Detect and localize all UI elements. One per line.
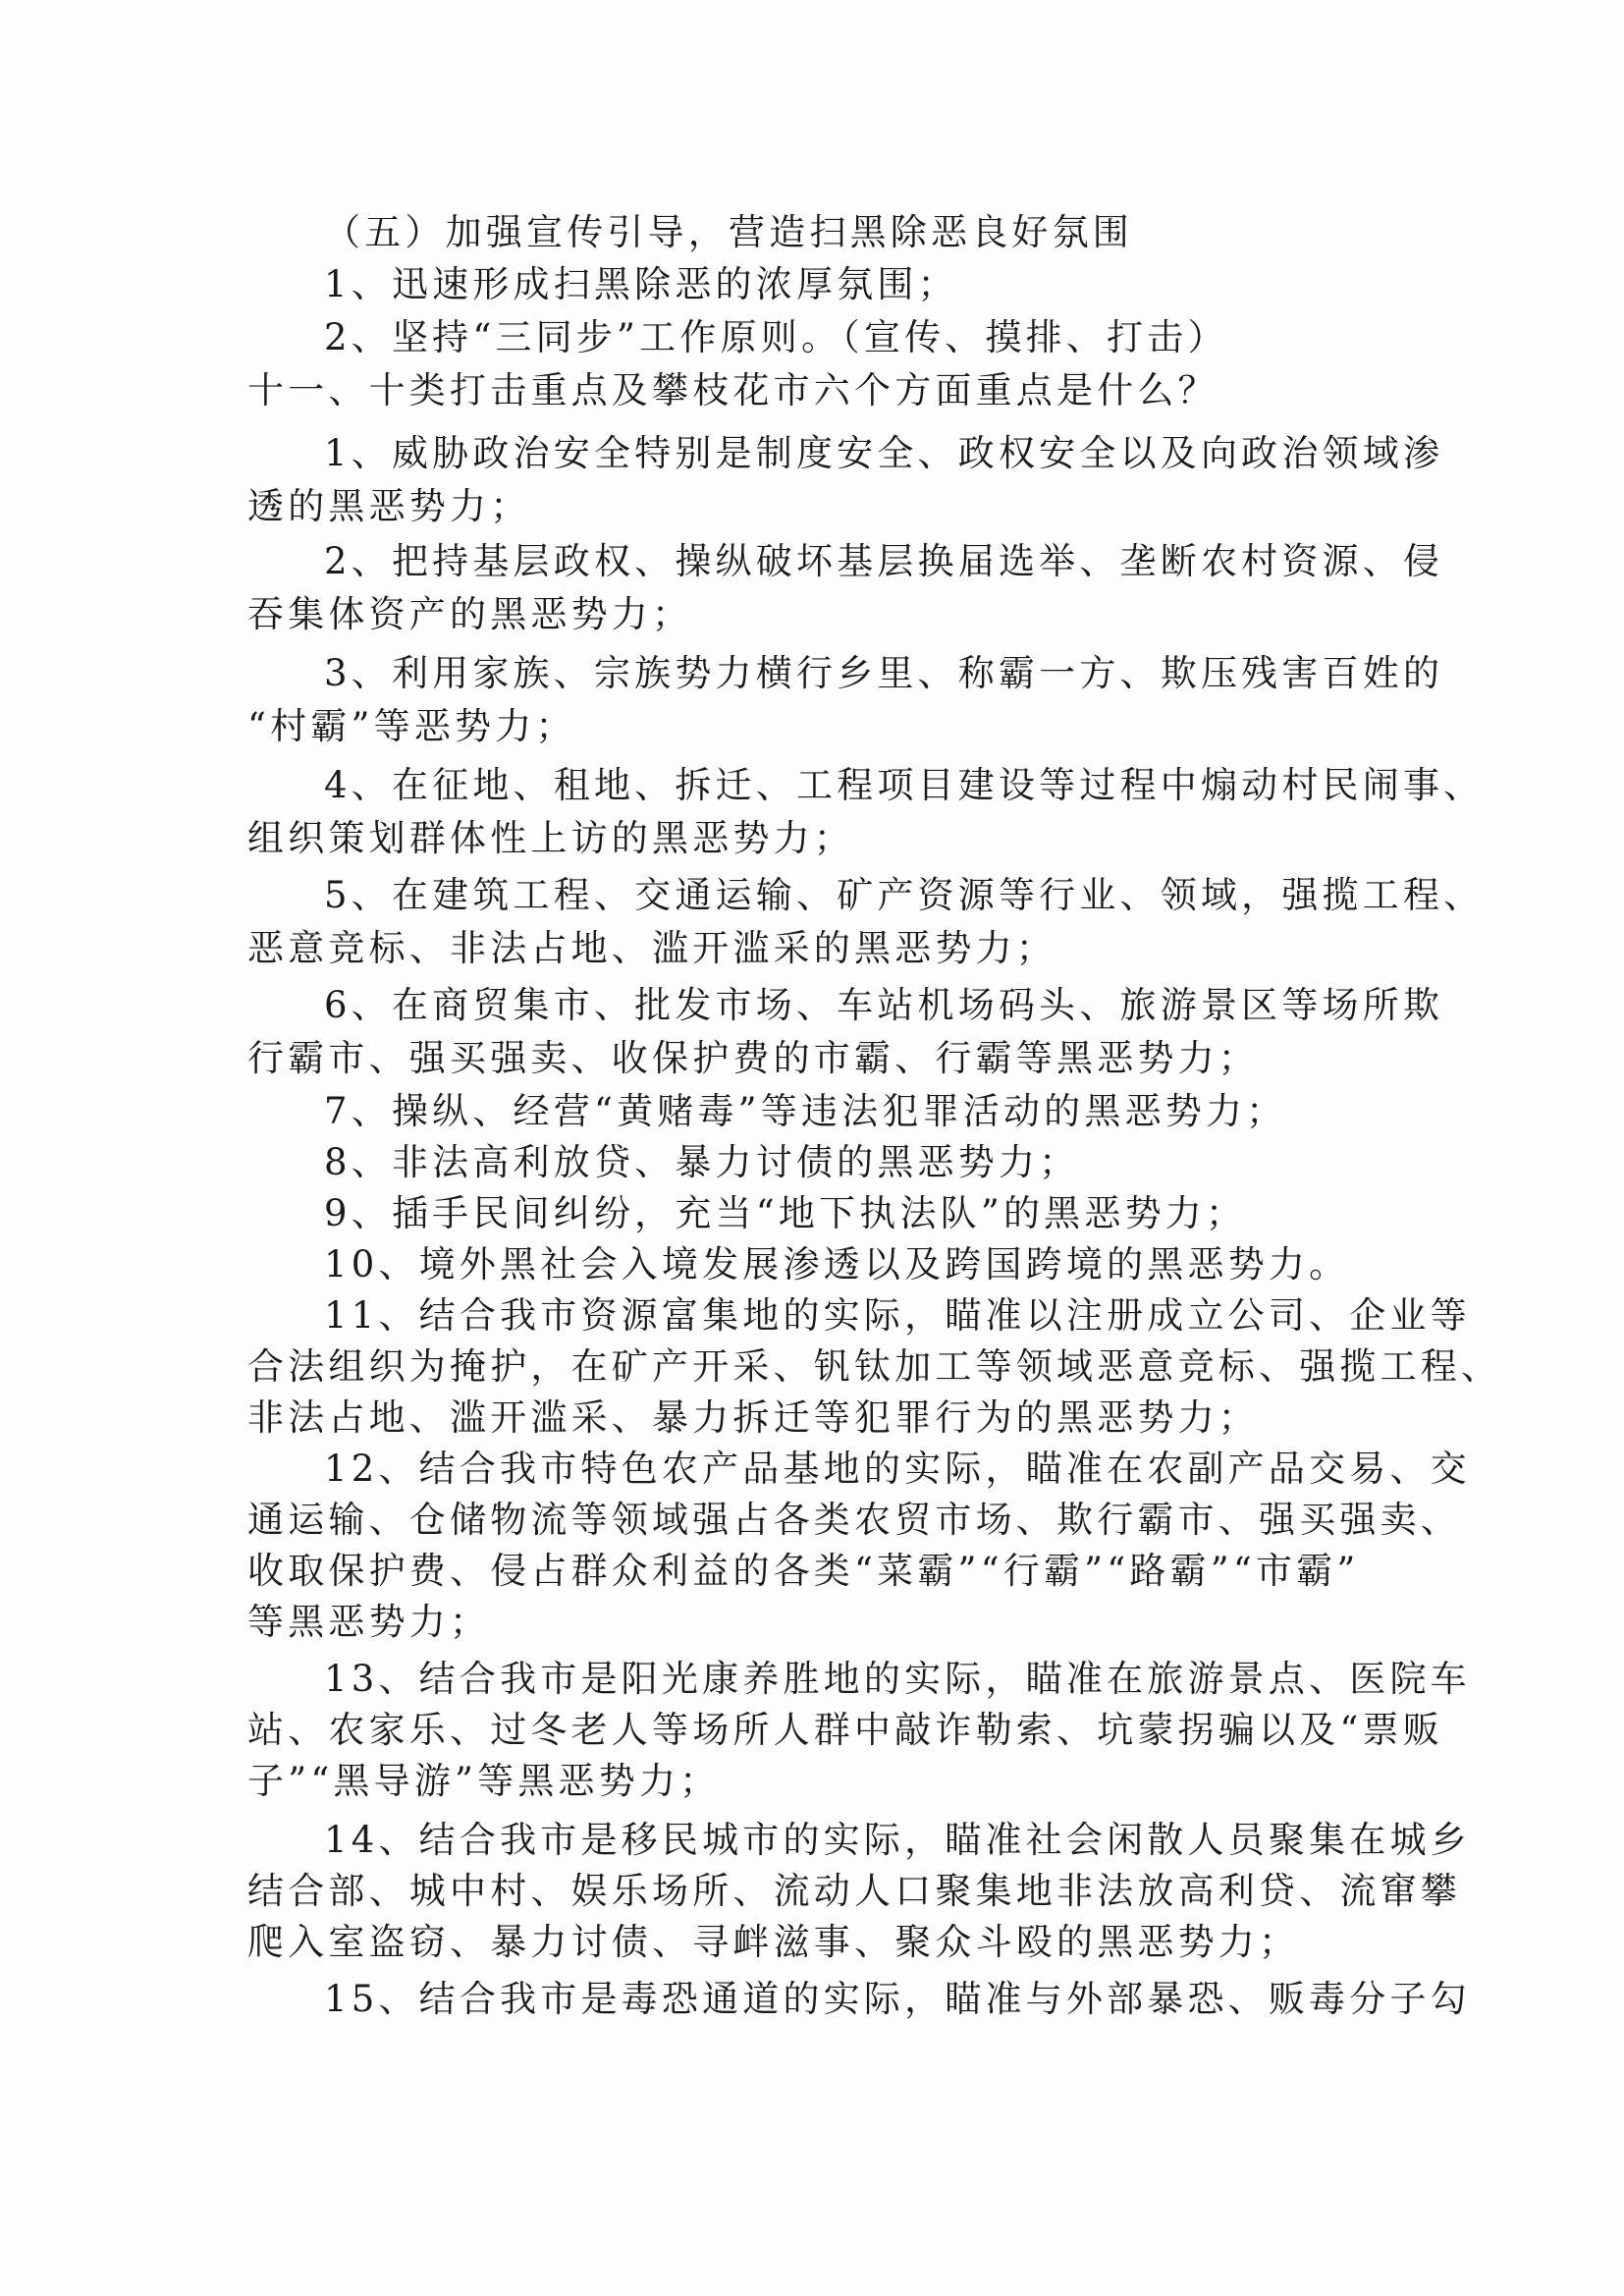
item-4-line-1: 4、在征地、租地、拆迁、工程项目建设等过程中煽动村民闹事、 bbox=[324, 764, 1485, 806]
item-15-line-1: 15、结合我市是毒恐通道的实际，瞄准与外部暴恐、贩毒分子勾 bbox=[324, 1978, 1471, 2020]
item-6-line-2: 行霸市、强买强卖、收保护费的市霸、行霸等黑恶势力； bbox=[247, 1037, 1259, 1079]
section-11-heading: 十一、十类打击重点及攀枝花市六个方面重点是什么？ bbox=[247, 369, 1218, 411]
section-5-item-2: 2、坚持“三同步”工作原则。（宣传、摸排、打击） bbox=[324, 316, 1228, 358]
item-6-line-1: 6、在商贸集市、批发市场、车站机场码头、旅游景区等场所欺 bbox=[324, 984, 1444, 1026]
item-1-line-1: 1、威胁政治安全特别是制度安全、政权安全以及向政治领域渗 bbox=[324, 432, 1444, 474]
item-5-line-1: 5、在建筑工程、交通运输、矿产资源等行业、领域，强揽工程、 bbox=[324, 874, 1485, 916]
item-11-line-1: 11、结合我市资源富集地的实际，瞄准以注册成立公司、企业等 bbox=[324, 1294, 1471, 1337]
item-10: 10、境外黑社会入境发展渗透以及跨国跨境的黑恶势力。 bbox=[324, 1243, 1350, 1285]
item-12-line-3: 收取保护费、侵占群众利益的各类“菜霸”“行霸”“路霸”“市霸” bbox=[247, 1550, 1360, 1592]
item-3-line-2: “村霸”等恶势力； bbox=[247, 705, 576, 747]
item-9: 9、插手民间纠纷，充当“地下执法队”的黑恶势力； bbox=[324, 1192, 1247, 1234]
item-13-line-2: 站、农家乐、过冬老人等场所人群中敲诈勒索、坑蒙拐骗以及“票贩 bbox=[247, 1709, 1443, 1751]
item-13-line-1: 13、结合我市是阳光康养胜地的实际，瞄准在旅游景点、医院车 bbox=[324, 1658, 1471, 1700]
item-2-line-1: 2、把持基层政权、操纵破坏基层换届选举、垄断农村资源、侵 bbox=[324, 540, 1444, 582]
item-11-line-3: 非法占地、滥开滥采、暴力拆迁等犯罪行为的黑恶势力； bbox=[247, 1396, 1259, 1439]
item-8: 8、非法高利放贷、暴力讨债的黑恶势力； bbox=[324, 1141, 1080, 1183]
item-3-line-1: 3、利用家族、宗族势力横行乡里、称霸一方、欺压残害百姓的 bbox=[324, 652, 1444, 694]
item-4-line-2: 组织策划群体性上访的黑恶势力； bbox=[247, 817, 854, 859]
item-5-line-2: 恶意竞标、非法占地、滥开滥采的黑恶势力； bbox=[247, 927, 1056, 969]
item-1-line-2: 透的黑恶势力； bbox=[247, 485, 531, 527]
item-14-line-1: 14、结合我市是移民城市的实际，瞄准社会闲散人员聚集在城乡 bbox=[324, 1819, 1471, 1861]
item-11-line-2: 合法组织为掩护，在矿产开采、钒钛加工等领域恶意竞标、强揽工程、 bbox=[247, 1345, 1502, 1388]
item-2-line-2: 吞集体资产的黑恶势力； bbox=[247, 593, 693, 635]
item-14-line-3: 爬入室盗窃、暴力讨债、寻衅滋事、聚众斗殴的黑恶势力； bbox=[247, 1921, 1300, 1963]
item-14-line-2: 结合部、城中村、娱乐场所、流动人口聚集地非法放高利贷、流窜攀 bbox=[247, 1870, 1461, 1912]
item-12-line-4: 等黑恶势力； bbox=[247, 1601, 491, 1643]
item-12-line-2: 通运输、仓储物流等领域强占各类农贸市场、欺行霸市、强买强卖、 bbox=[247, 1499, 1461, 1541]
section-5-item-1: 1、迅速形成扫黑除恶的浓厚氛围； bbox=[324, 263, 958, 305]
item-7: 7、操纵、经营“黄赌毒”等违法犯罪活动的黑恶势力； bbox=[324, 1090, 1287, 1132]
item-13-line-3: 子”“黑导游”等黑恶势力； bbox=[247, 1760, 721, 1802]
item-12-line-1: 12、结合我市特色农产品基地的实际，瞄准在农副产品交易、交 bbox=[324, 1448, 1471, 1490]
section-5-heading: （五）加强宣传引导，营造扫黑除恶良好氛围 bbox=[324, 211, 1133, 253]
